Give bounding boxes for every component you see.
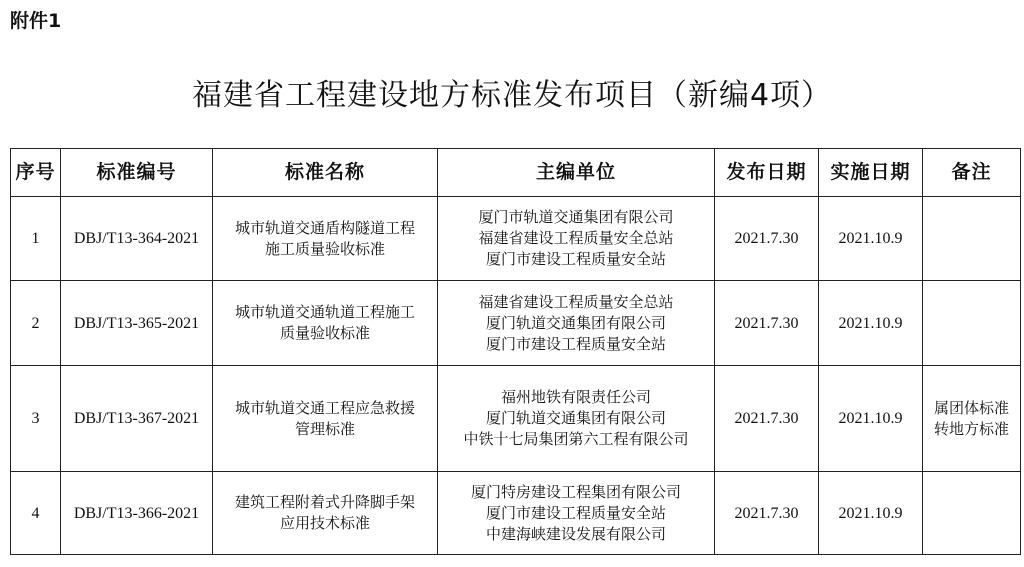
name-line: 城市轨道交通轨道工程施工	[234, 303, 415, 321]
row-serial: 1	[11, 197, 61, 281]
row-editor-units	[438, 366, 715, 472]
row-publish-date: 2021.7.30	[715, 366, 819, 472]
unit-line: 厦门市建设工程质量安全站	[485, 503, 666, 522]
row-serial: 3	[11, 366, 61, 472]
row-editor-units	[438, 281, 715, 366]
document-title: 福建省工程建设地方标准发布项目（新编4项）	[191, 78, 833, 113]
unit-line: 福州地铁有限责任公司	[500, 388, 651, 406]
row-serial: 4	[11, 472, 61, 555]
unit-line: 厦门轨道交通集团有限公司	[485, 313, 666, 332]
row-effective-date: 2021.10.9	[819, 366, 923, 472]
row-standard-name	[213, 472, 438, 555]
name-line: 质量验收标准	[279, 324, 370, 342]
row-standard-code: DBJ/T13-364-2021	[61, 197, 213, 281]
row-standard-code: DBJ/T13-366-2021	[61, 472, 213, 555]
unit-line: 中铁十七局集团第六工程有限公司	[463, 430, 689, 448]
row-editor-units	[438, 472, 715, 555]
unit-line: 厦门市建设工程质量安全站	[485, 250, 666, 268]
header-remark: 备注	[923, 149, 1021, 197]
name-line: 应用技术标准	[279, 514, 370, 532]
name-line: 城市轨道交通盾构隧道工程	[234, 218, 415, 237]
row-serial: 2	[11, 281, 61, 366]
row-standard-name	[213, 281, 438, 366]
header-publish-date: 发布日期	[715, 149, 819, 197]
row-remark	[923, 281, 1021, 366]
header-standard-code: 标准编号	[61, 149, 213, 197]
remark-line: 属团体标准	[933, 398, 1009, 417]
header-effective-date: 实施日期	[819, 149, 923, 197]
row-effective-date: 2021.10.9	[819, 472, 923, 555]
unit-line: 福建省建设工程质量安全总站	[478, 229, 674, 247]
unit-line: 中建海峡建设发展有限公司	[485, 524, 666, 543]
remark-line: 转地方标准	[933, 419, 1009, 438]
row-standard-name	[213, 197, 438, 281]
row-effective-date: 2021.10.9	[819, 281, 923, 366]
unit-line: 厦门市轨道交通集团有限公司	[478, 208, 674, 226]
row-remark	[923, 366, 1021, 472]
row-publish-date: 2021.7.30	[715, 281, 819, 366]
table-row	[11, 472, 1021, 555]
standards-table	[10, 148, 1021, 555]
row-standard-code: DBJ/T13-367-2021	[61, 366, 213, 472]
header-standard-name: 标准名称	[213, 149, 438, 197]
attachment-label: 附件1	[10, 10, 62, 32]
row-publish-date: 2021.7.30	[715, 472, 819, 555]
name-line: 施工质量验收标准	[264, 239, 385, 258]
unit-line: 厦门轨道交通集团有限公司	[485, 409, 666, 427]
header-editor-units: 主编单位	[438, 149, 715, 197]
table-row	[11, 197, 1021, 281]
name-line: 管理标准	[294, 419, 355, 438]
row-effective-date: 2021.10.9	[819, 197, 923, 281]
row-editor-units	[438, 197, 715, 281]
header-serial: 序号	[11, 149, 61, 197]
row-standard-name	[213, 366, 438, 472]
unit-line: 福建省建设工程质量安全总站	[478, 292, 674, 311]
table-row	[11, 281, 1021, 366]
row-remark	[923, 197, 1021, 281]
row-standard-code: DBJ/T13-365-2021	[61, 281, 213, 366]
table-row	[11, 366, 1021, 472]
name-line: 建筑工程附着式升降脚手架	[234, 493, 415, 511]
row-publish-date: 2021.7.30	[715, 197, 819, 281]
unit-line: 厦门市建设工程质量安全站	[485, 334, 666, 353]
table-header-row	[11, 149, 1021, 197]
row-remark	[923, 472, 1021, 555]
name-line: 城市轨道交通工程应急救援	[234, 398, 415, 417]
unit-line: 厦门特房建设工程集团有限公司	[470, 482, 681, 501]
